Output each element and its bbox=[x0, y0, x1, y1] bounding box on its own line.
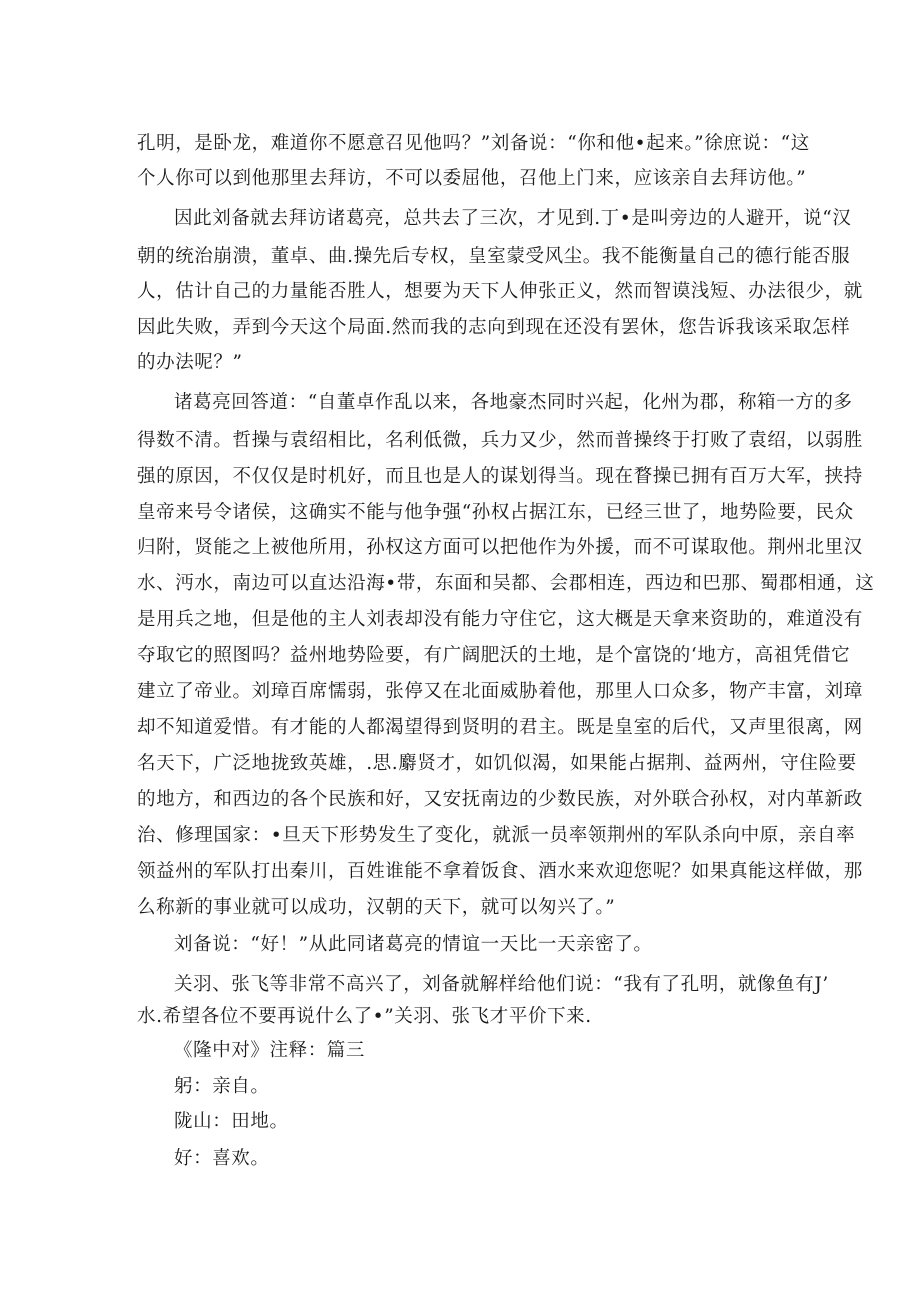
text-line: 水.希望各位不要再说什么了•”关羽、张飞才平价下来. bbox=[137, 1006, 592, 1027]
text-line: 领益州的军队打出秦川，百姓谁能不拿着饭食、酒水来欢迎您呢？如果真能这样做，那 bbox=[137, 861, 863, 882]
text-line: 却不知道爱惜。有才能的人都渴望得到贤明的君主。既是皇室的后代，又声里很离，网 bbox=[137, 717, 863, 738]
text-line: 名天下，广泛地拢致英雄，.思.麝贤才，如饥似渴，如果能占据荆、益两州，守住险要 bbox=[137, 753, 857, 774]
text-line: 么称新的事业就可以成功，汉朝的天下，就可以匆兴了。” bbox=[137, 897, 616, 918]
text-line: 治、修理国家：•旦天下形势发生了变化，就派一员率领荆州的军队杀向中原，亲自率 bbox=[137, 825, 856, 846]
text-line: 人，估计自己的力量能否胜人，想要为天下人伸张正义，然而智谟浅短、办法很少，就 bbox=[137, 281, 863, 302]
text-line: 归附，贤能之上被他所用，孙权这方面可以把他作为外援，而不可谋取他。荆州北里汉 bbox=[137, 537, 863, 558]
paragraph-start-line: 关羽、张飞等非常不高兴了，刘备就解样给他们说：“我有了孔明，就像鱼有J’ bbox=[174, 974, 829, 995]
note-item: 好：喜欢。 bbox=[174, 1148, 270, 1169]
text-line: 得数不清。哲操与袁绍相比，名利低微，兵力又少，然而普操终于打败了袁绍，以弱胜 bbox=[137, 430, 863, 451]
text-line: 个人你可以到他那里去拜访，不可以委屈他，召他上门来，应该亲自去拜访他。” bbox=[137, 168, 807, 189]
note-item: 躬：亲自。 bbox=[174, 1076, 270, 1097]
text-line: 夺取它的照图吗？益州地势险要，有广阔肥沃的土地，是个富饶的‘地方，高祖凭借它 bbox=[137, 645, 851, 666]
notes-heading: 《隆中对》注释：篇三 bbox=[174, 1040, 366, 1061]
text-line: 的办法呢？” bbox=[137, 352, 243, 373]
paragraph-start-line: 因此刘备就去拜访诸葛亮，总共去了三次，才见到.丁•是叫旁边的人避开，说“汉 bbox=[174, 208, 852, 229]
text-line: 的地方，和西边的各个民族和好，又安抚南边的少数民族，对外联合孙权，对内革新政 bbox=[137, 789, 863, 810]
text-line: 强的原因，不仅仅是时机好，而且也是人的谋划得当。现在瞀操已拥有百万大军，挟持 bbox=[137, 466, 863, 487]
text-line: 朝的统治崩溃，董卓、曲.操先后专权，皇室蒙受风尘。我不能衡量自己的德行能否服 bbox=[137, 246, 851, 267]
note-item: 陇山：田地。 bbox=[174, 1111, 289, 1132]
text-line: 水、沔水，南边可以直达沿海•带，东面和吴都、会郡相连，西边和巴那、蜀郡相通，这 bbox=[137, 573, 875, 594]
text-line: 孔明，是卧龙，难道你不愿意召见他吗？”刘备说：“你和他•起来。”徐庶说：“这 bbox=[137, 133, 810, 154]
paragraph-start-line: 刘备说：“好！”从此同诸葛亮的情谊一天比一天亲密了。 bbox=[174, 934, 653, 955]
paragraph-start-line: 诸葛亮回答道：“自董卓作乱以来，各地豪杰同时兴起，化州为郡，称箱一方的多 bbox=[174, 392, 853, 413]
text-line: 建立了帝业。刘璋百席懦弱，张停又在北面威胁着他，那里人口众多，物产丰富，刘璋 bbox=[137, 681, 863, 702]
text-line: 皇帝来号令诸侯，这确实不能与他争强“孙权占据江东，已经三世了，地势险要，民众 bbox=[137, 502, 854, 523]
text-line: 是用兵之地，但是他的主人刘表却没有能力守住它，这大概是天拿来资助的，难道没有 bbox=[137, 609, 863, 630]
text-line: 因此失败，弄到今天这个局面.然而我的志向到现在还没有罢休，您告诉我该采取怎样 bbox=[137, 317, 851, 338]
